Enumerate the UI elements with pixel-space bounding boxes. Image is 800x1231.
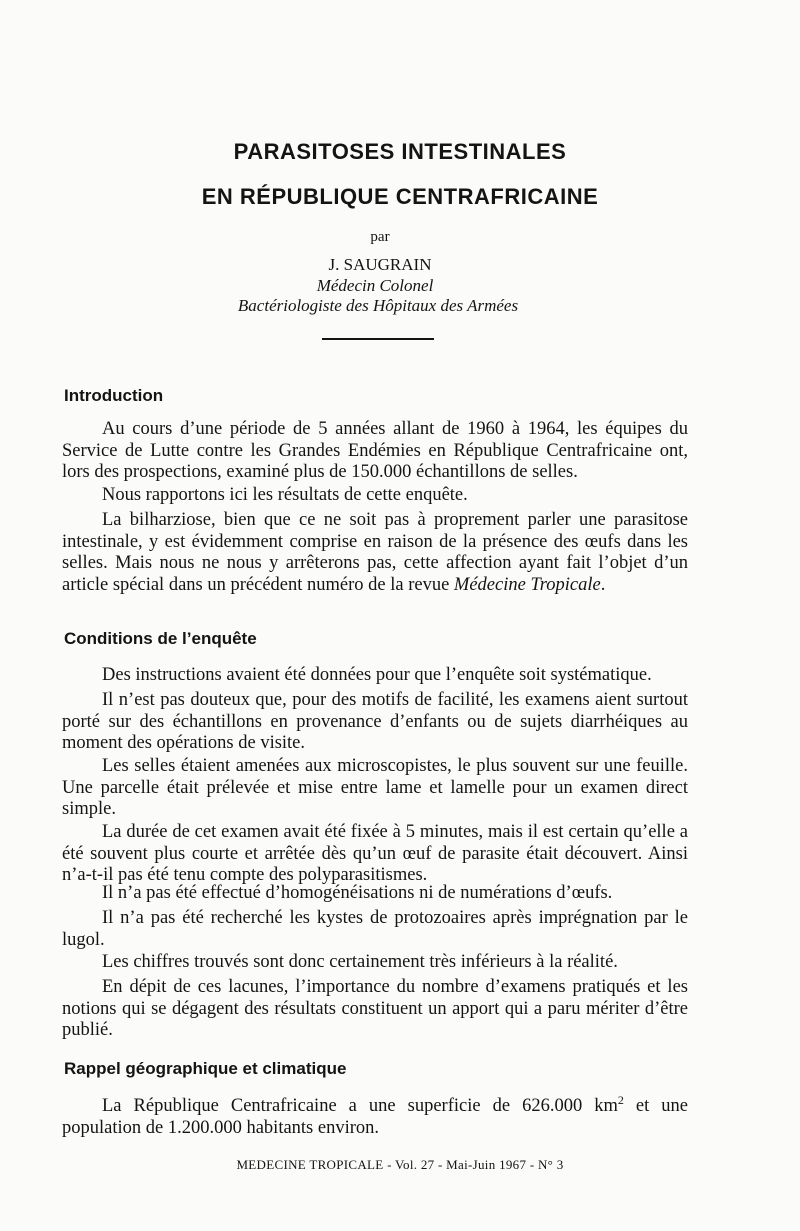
conditions-paragraph-6: Il n’a pas été recherché les kystes de protozoaires après imprégnation par le lugol. — [62, 908, 688, 950]
geography-text-a: La République Centrafricaine a une superficie de 626.000 km — [102, 1096, 618, 1116]
geography-text-b: et une population de 1.200.000 habitants environ. — [62, 1096, 689, 1138]
author-role-1: Médecin Colonel — [316, 276, 434, 295]
intro-paragraph-1: Au cours d’une période de 5 années allant de 1960 à 1964, les équipes du Service de Lutte contre les Grandes Endémies en République Centrafricaine ont, lors des prospections, examiné plus de 150.000 échantillons de selles. — [62, 419, 688, 482]
conditions-paragraph-3: Les selles étaient amenées aux microscopistes, le plus souvent sur une feuille. Une parcelle était prélevée et mise entre lame et lamelle pour un examen direct simple. — [62, 756, 688, 819]
title-divider — [322, 338, 434, 340]
conditions-paragraph-1: Des instructions avaient été données pour que l’enquête soit systématique. — [102, 665, 652, 685]
journal-footer: MEDECINE TROPICALE - Vol. 27 - Mai-Juin 1967 - N° 3 — [236, 1157, 564, 1172]
intro-paragraph-3-text: La bilharziose, bien que ce ne soit pas à proprement parler une parasitose intestinale, y est évidemment comprise en raison de la présence des œufs dans les selles. Mais nous ne nous y arrêterons pas, cette affection ayant fait l’objet d’un article spécial dans un précédent numéro de la revue — [62, 510, 688, 595]
conditions-paragraph-4: La durée de cet examen avait été fixée à 5 minutes, mais il est certain qu’elle a été souvent plus courte et arrêtée dès qu’un œuf de parasite était découvert. Ainsi n’a-t-il pas été tenu compte des polyparasitismes. — [62, 822, 688, 885]
intro-paragraph-3 — [62, 510, 688, 596]
intro-paragraph-3-end: . — [600, 574, 606, 595]
conditions-paragraph-2: Il n’est pas douteux que, pour des motifs de facilité, les examens aient surtout porté sur des échantillons en provenance d’enfants ou de sujets diarrhéiques au moment des opérations de visite. — [62, 690, 688, 753]
conditions-paragraph-8: En dépit de ces lacunes, l’importance du nombre d’examens pratiqués et les notions qui se dégagent des résultats constituent un apport qui a paru mériter d’être publié. — [62, 977, 688, 1040]
conditions-paragraph-5: Il n’a pas été effectué d’homogénéisations ni de numérations d’œufs. — [102, 883, 613, 903]
title-line-1: PARASITOSES INTESTINALES — [233, 139, 567, 164]
byline-par: par — [370, 229, 390, 245]
geography-paragraph-1 — [62, 1092, 689, 1139]
conditions-paragraph-7: Les chiffres trouvés sont donc certainement très inférieurs à la réalité. — [102, 952, 618, 972]
section-heading-introduction: Introduction — [64, 386, 164, 405]
journal-name: Médecine Tropicale — [453, 574, 601, 595]
intro-paragraph-2: Nous rapportons ici les résultats de cette enquête. — [102, 485, 468, 505]
author-name: J. SAUGRAIN — [328, 255, 432, 274]
author-role-2: Bactériologiste des Hôpitaux des Armées — [237, 296, 519, 315]
superscript-2: 2 — [617, 1092, 624, 1107]
title-line-2: EN RÉPUBLIQUE CENTRAFRICAINE — [201, 184, 599, 209]
section-heading-geography: Rappel géographique et climatique — [64, 1059, 347, 1078]
section-heading-conditions: Conditions de l’enquête — [64, 629, 257, 648]
